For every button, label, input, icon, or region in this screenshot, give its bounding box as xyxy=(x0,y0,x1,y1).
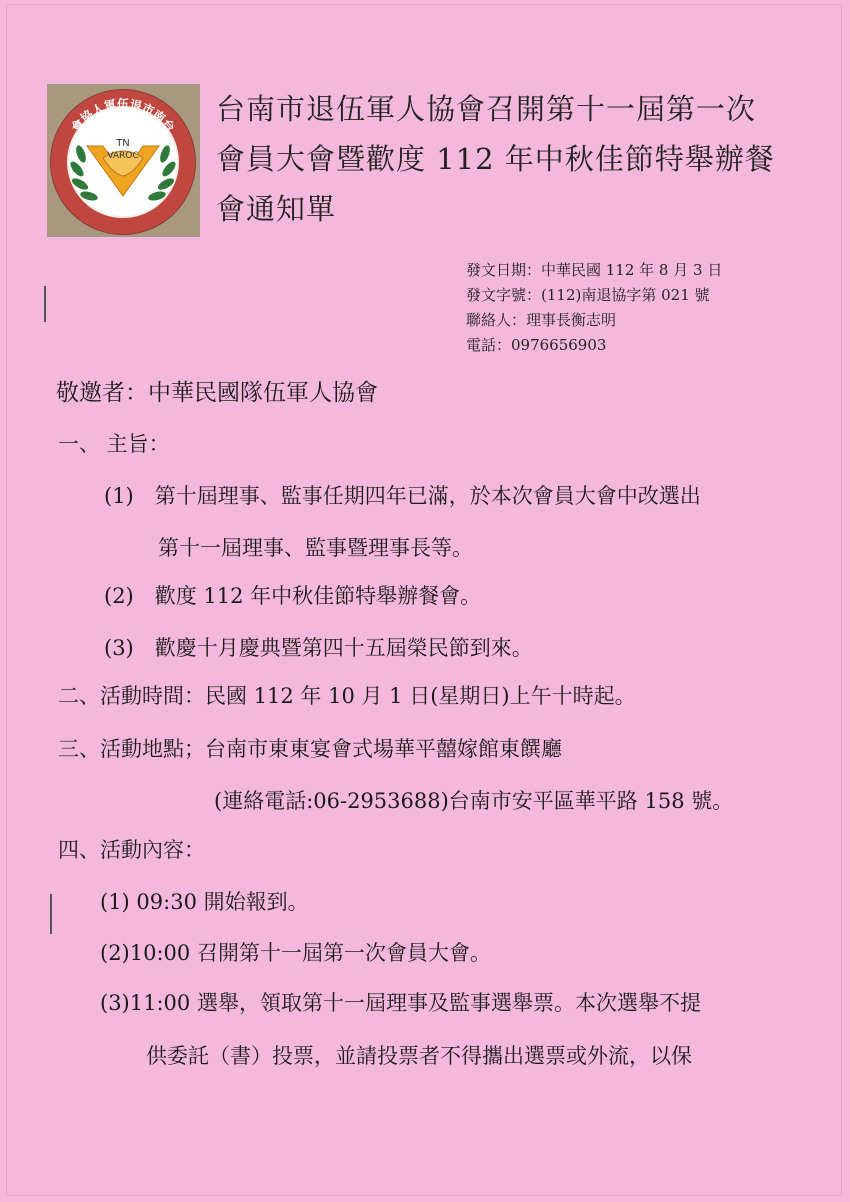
contact-person: 聯絡人：理事長衡志明 xyxy=(466,311,617,329)
title-line-3: 會通知單 xyxy=(216,192,337,226)
section-1-heading: 一、 主旨： xyxy=(58,432,170,456)
document-title xyxy=(216,84,776,234)
scan-mark xyxy=(44,286,46,322)
issue-date: 發文日期：中華民國 112 年 8 月 3 日 xyxy=(466,261,723,279)
logo-arc-text: 會協人軍伍退市南台 xyxy=(68,97,178,135)
section-4-item-1: (1) 09:30 開始報到。 xyxy=(100,890,309,914)
section-1-item-3: (3) 歡慶十月慶典暨第四十五屆榮民節到來。 xyxy=(104,636,533,660)
section-1-item-1-line-2: 第十一屆理事、監事暨理事長等。 xyxy=(158,536,473,560)
section-4-item-2: (2)10:00 召開第十一屆第一次會員大會。 xyxy=(100,941,491,965)
scan-mark xyxy=(50,894,52,934)
addressee: 敬邀者：中華民國隊伍軍人協會 xyxy=(56,380,378,406)
logo-center-top: TN xyxy=(116,138,130,149)
section-2-time: 二、活動時間：民國 112 年 10 月 1 日(星期日)上午十時起。 xyxy=(58,684,636,708)
title-line-1: 台南市退伍軍人協會召開第十一屆第一次 xyxy=(216,92,757,126)
contact-phone: 電話：0976656903 xyxy=(466,336,607,354)
section-4-heading: 四、活動內容： xyxy=(58,838,205,862)
section-4-item-3-line-2: 供委託（書）投票，並請投票者不得攜出選票或外流，以保 xyxy=(146,1044,692,1068)
section-4-item-3-line-1: (3)11:00 選舉，領取第十一屆理事及監事選舉票。本次選舉不提 xyxy=(100,991,701,1015)
association-logo xyxy=(47,84,200,237)
logo-center-bottom: VAROC xyxy=(107,151,139,161)
reference-number: 發文字號：(112)南退協字第 021 號 xyxy=(466,286,710,304)
title-line-2: 會員大會暨歡度 112 年中秋佳節特舉辦餐 xyxy=(216,142,775,176)
section-3-location-line-1: 三、活動地點；台南市東東宴會式場華平囍嫁館東饌廳 xyxy=(58,737,562,761)
section-3-location-line-2: (連絡電話:06-2953688)台南市安平區華平路 158 號。 xyxy=(214,789,734,813)
document-info xyxy=(466,258,722,358)
section-1-item-2: (2) 歡度 112 年中秋佳節特舉辦餐會。 xyxy=(104,584,482,608)
section-1-item-1-line-1: (1) 第十屆理事、監事任期四年已滿，於本次會員大會中改選出 xyxy=(104,484,701,508)
